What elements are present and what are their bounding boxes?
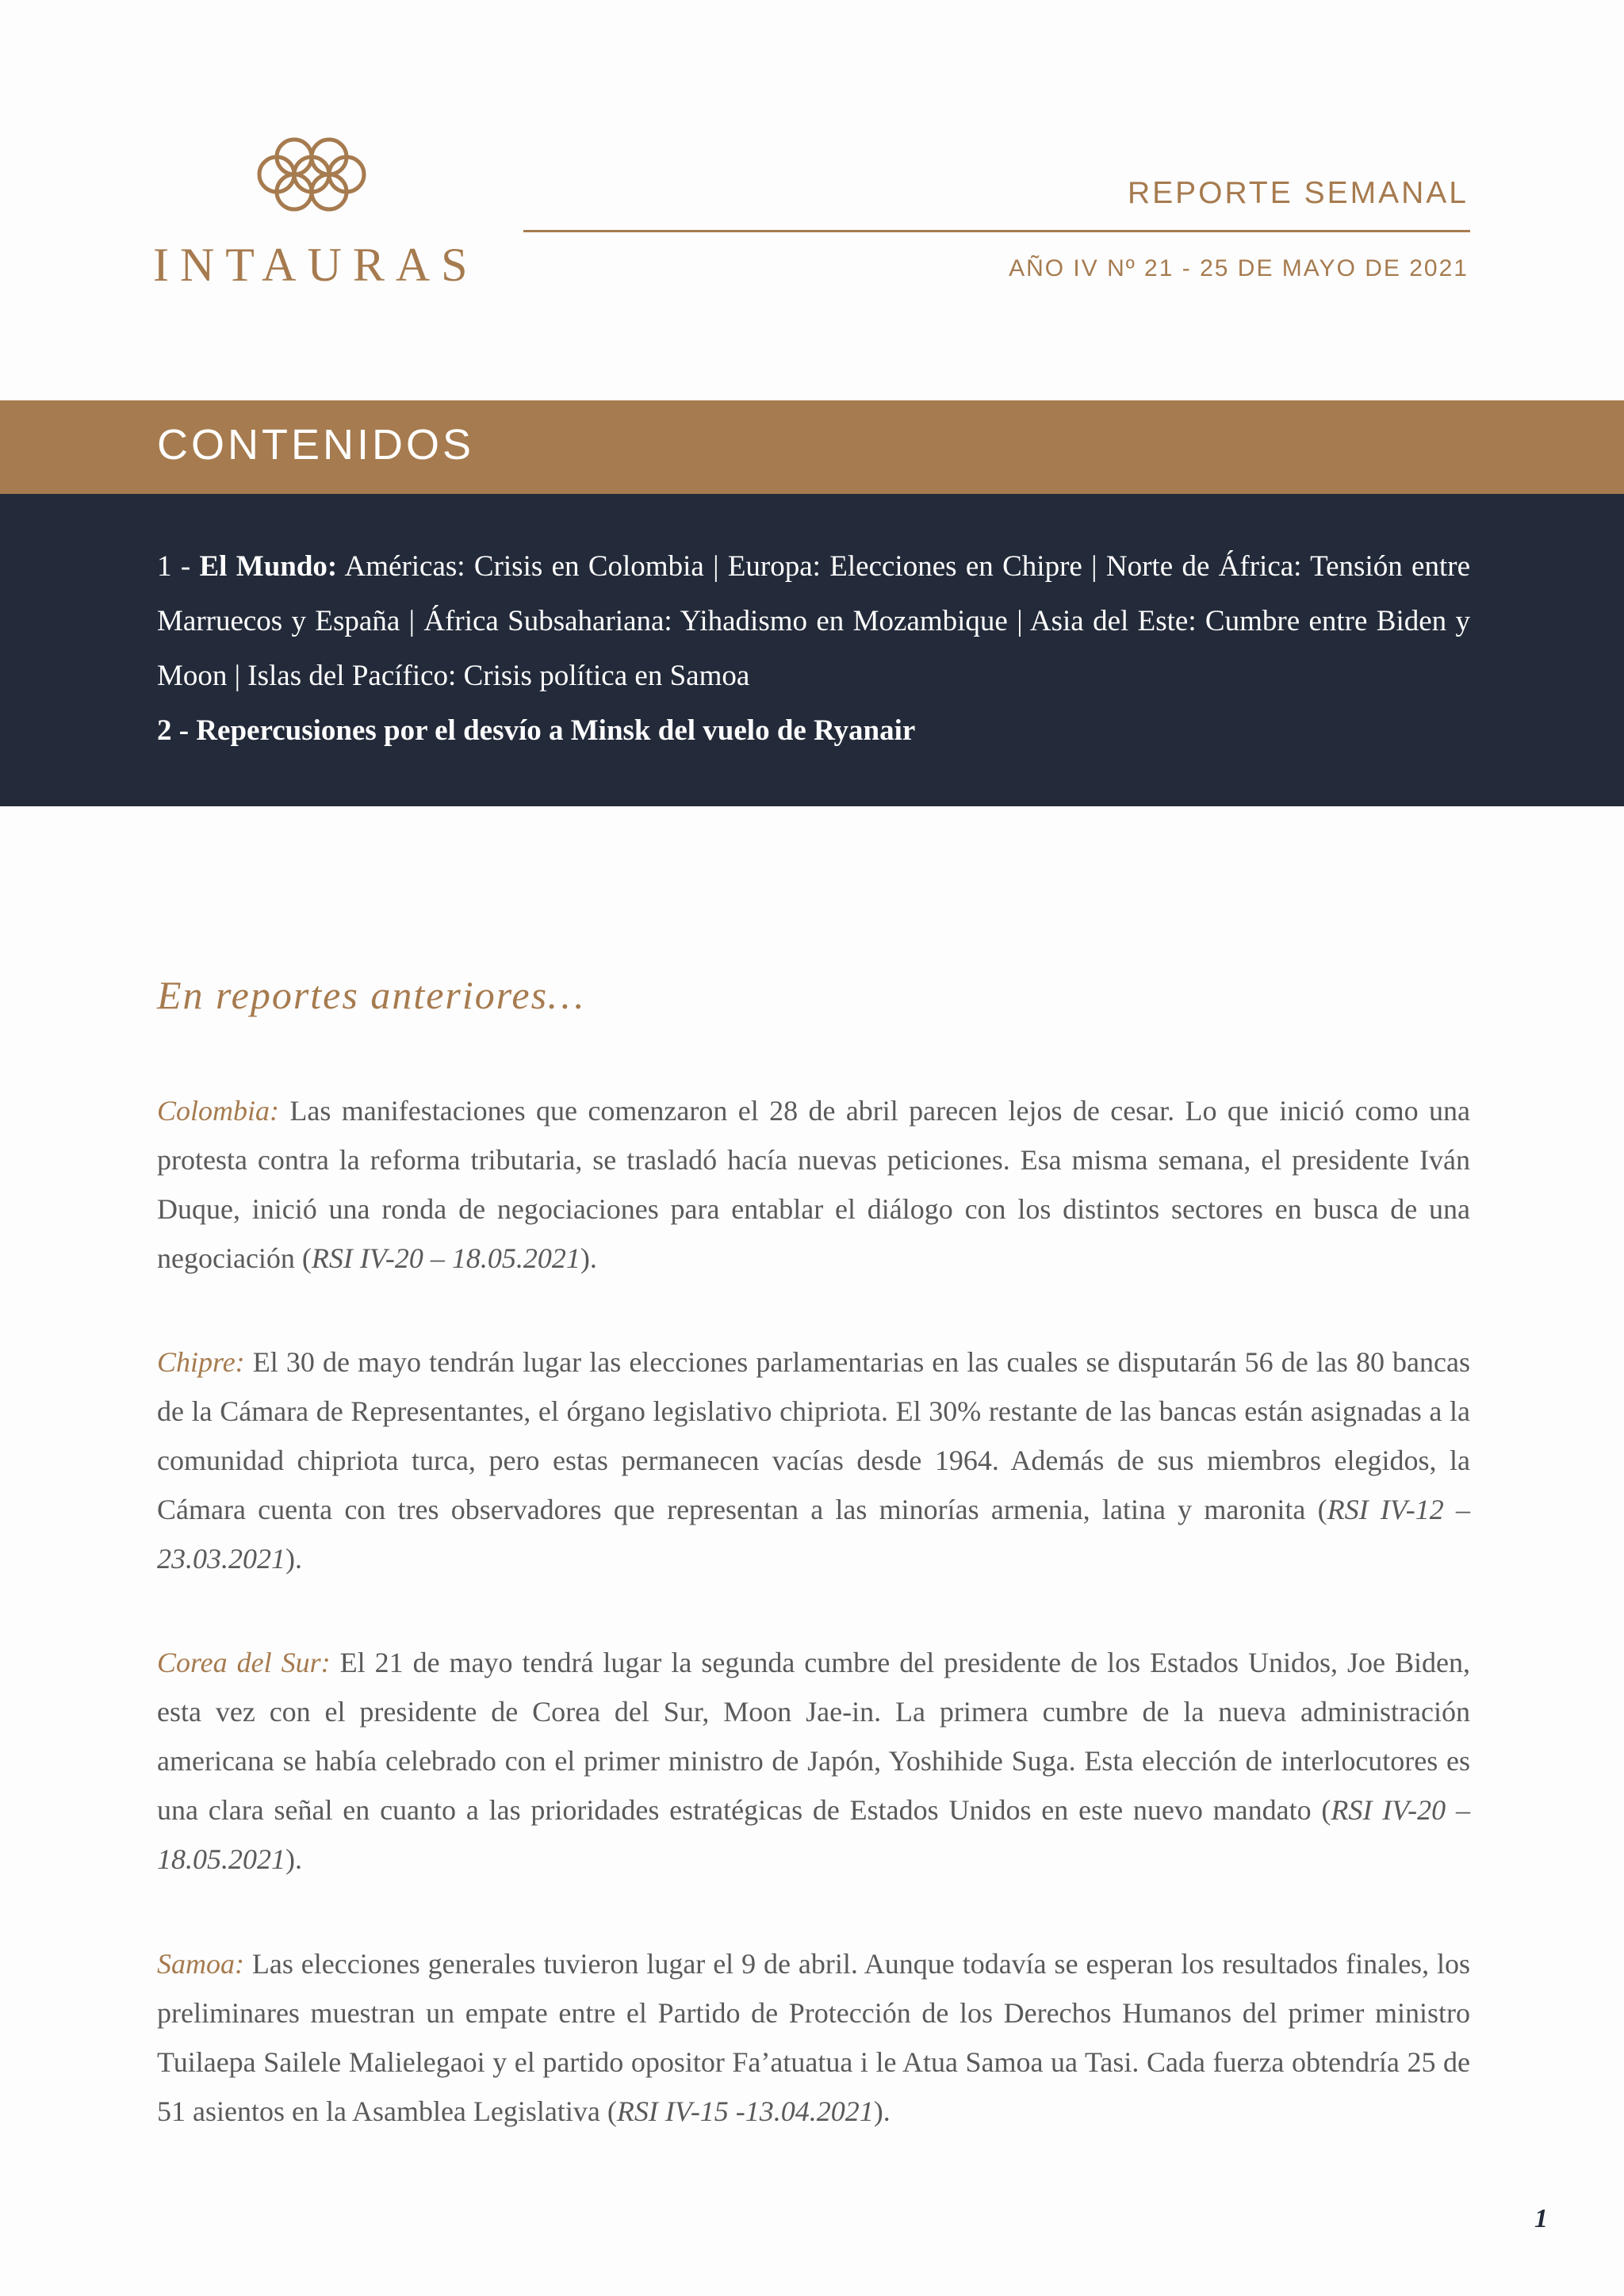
page-number: 1 [1534, 2204, 1548, 2233]
report-paragraph-samoa [157, 1939, 1470, 2136]
paragraph-reference: RSI IV-15 -13.04.2021 [616, 2095, 874, 2127]
paragraph-lead: Chipre: [157, 1346, 245, 1378]
report-title: REPORTE SEMANAL [1127, 176, 1469, 210]
paragraph-text: Las manifestaciones que comenzaron el 28 de abril parecen lejos de cesar. Lo que inició como una protesta contra la reforma tributaria, se trasladó hacía nuevas peticiones. Esa misma semana, el presidente Iván Duque, inició una ronda de negociaciones para entablar el diálogo con los distintos sectores en busca de una negociación ( [157, 1095, 1470, 1274]
contents-item-2 [157, 703, 1470, 758]
brand-name: INTAURAS [153, 239, 479, 291]
paragraph-tail: ). [580, 1242, 597, 1274]
paragraph-text: El 30 de mayo tendrán lugar las elecciones parlamentarias en las cuales se disputarán 56 de las 80 bancas de la Cámara de Representantes, el órgano legislativo chipriota. El 30% restante de las bancas están asignadas a la comunidad chipriota turca, pero estas permanecen vacías desde 1964. Además de sus miembros elegidos, la Cámara cuenta con tres observadores que representan a las minorías armenia, latina y maronita ( [157, 1346, 1470, 1525]
paragraph-tail: ). [285, 1543, 302, 1575]
paragraph-lead: Corea del Sur: [157, 1647, 331, 1678]
report-paragraph-corea-del-sur [157, 1638, 1470, 1884]
paragraph-reference: RSI IV-12 – 23.03.2021 [157, 1494, 1470, 1575]
report-issue-date: AÑO IV Nº 21 - 25 DE MAYO DE 2021 [1009, 255, 1469, 281]
paragraph-lead: Samoa: [157, 1948, 244, 1980]
paragraph-tail: ). [873, 2095, 891, 2127]
contents-title: CONTENIDOS [157, 421, 475, 469]
contents-list [157, 539, 1470, 758]
contents-item-label: El Mundo: [199, 550, 338, 583]
paragraph-reference: RSI IV-20 – 18.05.2021 [157, 1794, 1470, 1875]
report-paragraph-chipre [157, 1337, 1470, 1583]
header-divider [523, 230, 1470, 232]
paragraph-lead: Colombia: [157, 1095, 280, 1127]
contents-item-number: 1 - [157, 550, 200, 583]
contents-item-1 [157, 539, 1470, 703]
intauras-logo [153, 135, 479, 293]
paragraph-text: El 21 de mayo tendrá lugar la segunda cumbre del presidente de los Estados Unidos, Joe Biden, esta vez con el presidente de Corea del Sur, Moon Jae-in. La primera cumbre de la nueva administración americana se había celebrado con el primer ministro de Japón, Yoshihide Suga. Esta elección de interlocutores es una clara señal en cuanto a las prioridades estratégicas de Estados Unidos en este nuevo mandato ( [157, 1647, 1470, 1826]
contents-item-text: 2 - Repercusiones por el desvío a Minsk del vuelo de Ryanair [157, 714, 916, 747]
logo-rings-icon [242, 135, 381, 214]
report-paragraph-colombia [157, 1086, 1470, 1283]
section-heading: En reportes anteriores… [157, 973, 585, 1017]
paragraph-text: Las elecciones generales tuvieron lugar el 9 de abril. Aunque todavía se esperan los resultados finales, los preliminares muestran un empate entre el Partido de Protección de los Derechos Humanos del primer ministro Tuilaepa Sailele Malielegaoi y el partido opositor Fa’atuatua i le Atua Samoa ua Tasi. Cada fuerza obtendría 25 de 51 asientos en la Asamblea Legislativa ( [157, 1948, 1470, 2127]
paragraph-tail: ). [285, 1843, 302, 1875]
contents-item-text: Américas: Crisis en Colombia | Europa: Elecciones en Chipre | Norte de África: Tensión entre Marruecos y España | África Subsahariana: Yihadismo en Mozambique | Asia del Este: Cumbre entre Biden y Moon | Islas del Pacífico: Crisis política en Samoa [157, 550, 1470, 692]
paragraph-reference: RSI IV-20 – 18.05.2021 [311, 1242, 580, 1274]
